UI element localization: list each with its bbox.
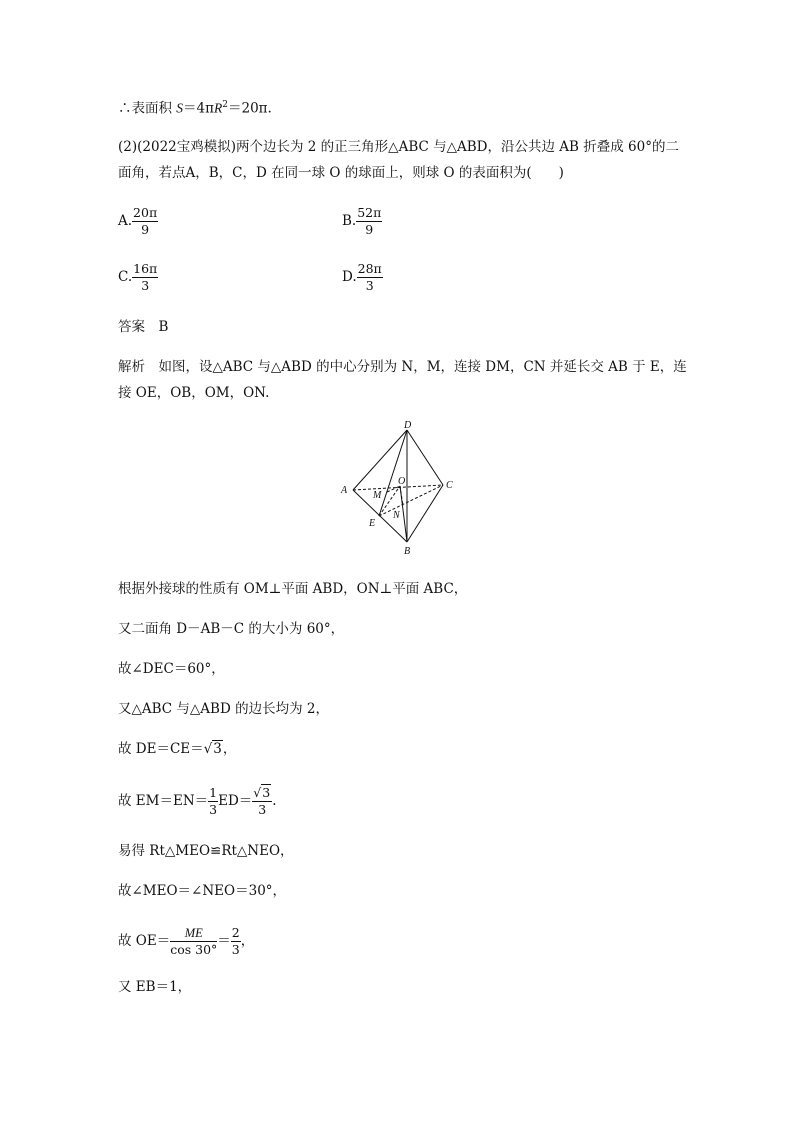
tetrahedron-figure <box>335 420 465 560</box>
option-letter: D. <box>342 269 357 285</box>
fraction <box>252 786 272 817</box>
text: ， <box>240 933 255 949</box>
step-10: 又 EB＝1， <box>118 979 192 995</box>
denominator: 9 <box>365 222 374 237</box>
numerator: √3 <box>253 785 271 800</box>
step-1: 根据外接球的性质有 OM⊥平面 ABD，ON⊥平面 ABC， <box>118 581 468 597</box>
question-line-1: (2)(2022宝鸡模拟)两个边长为 2 的正三角形△ABC 与△ABD，沿公共边 AB 折叠成 60°的二 <box>118 139 679 155</box>
numerator: 2 <box>231 925 240 940</box>
text: 故 EM＝EN＝ <box>118 793 209 809</box>
fraction <box>356 206 382 237</box>
exponent: 2 <box>222 100 228 110</box>
step-2: 又二面角 D－AB－C 的大小为 60°， <box>118 621 345 637</box>
text: 故 DE＝CE＝ <box>118 741 204 757</box>
text: . <box>272 793 277 809</box>
denominator: 3 <box>209 802 218 817</box>
step-4: 又△ABC 与△ABD 的边长均为 2， <box>118 701 329 717</box>
var-r: R <box>214 100 223 116</box>
segment-ob <box>400 486 407 542</box>
radicand: 3 <box>262 785 271 800</box>
text: ＝4π <box>183 100 215 117</box>
radicand: 3 <box>213 741 222 757</box>
step-7: 易得 Rt△MEO≌Rt△NEO， <box>118 843 294 859</box>
step-6 <box>118 786 277 817</box>
fraction <box>132 206 158 237</box>
surface-area-line <box>118 96 272 118</box>
answer-line: 答案 B <box>118 319 169 335</box>
fraction <box>132 262 158 293</box>
text: ＝ <box>217 933 231 949</box>
text: ∴表面积 <box>118 100 177 117</box>
fraction <box>357 262 383 293</box>
denominator: 3 <box>365 278 374 293</box>
edge-dc <box>407 430 443 485</box>
text: ， <box>222 741 237 757</box>
question-line-2: 面角，若点A，B，C，D 在同一球 O 的球面上，则球 O 的表面积为( ) <box>118 165 564 181</box>
option-letter: A. <box>118 213 133 229</box>
label-n: N <box>393 510 400 521</box>
option-letter: B. <box>342 213 357 229</box>
denominator: 9 <box>141 222 150 237</box>
option-d <box>342 262 383 293</box>
label-m: M <box>373 490 382 501</box>
denominator: 3 <box>231 942 240 957</box>
step-5 <box>118 740 236 758</box>
analysis-line-2: 接 OE，OB，OM，ON. <box>118 385 270 401</box>
option-a <box>118 206 158 237</box>
fraction <box>231 926 241 957</box>
denominator: cos 30° <box>170 942 218 957</box>
option-b <box>342 206 382 237</box>
option-letter: C. <box>118 269 133 285</box>
var-s: S <box>176 100 184 116</box>
label-b: B <box>404 546 411 557</box>
label-o: O <box>398 476 406 487</box>
step-9 <box>118 926 254 957</box>
numerator: 16π <box>133 261 158 276</box>
text: ED＝ <box>218 793 253 809</box>
step-3: 故∠DEC＝60°， <box>118 661 225 677</box>
label-c: C <box>446 480 453 491</box>
numerator: 28π <box>357 261 382 276</box>
square-root: √3 <box>203 741 222 757</box>
label-a: A <box>341 485 348 496</box>
numerator: 52π <box>357 205 382 220</box>
analysis-line-1: 解析 如图，设△ABC 与△ABD 的中心分别为 N，M，连接 DM，CN 并延长交 AB 于 E，连 <box>118 359 687 375</box>
text: 故 OE＝ <box>118 933 171 949</box>
text: ＝20π. <box>228 100 272 117</box>
numerator: 1 <box>209 785 218 800</box>
step-8: 故∠MEO＝∠NEO＝30°， <box>118 883 287 899</box>
fraction <box>208 786 218 817</box>
option-c <box>118 262 158 293</box>
numerator: 20π <box>133 205 158 220</box>
denominator: 3 <box>258 802 267 817</box>
fraction <box>170 926 217 957</box>
denominator: 3 <box>141 278 150 293</box>
numerator: ME <box>170 926 217 942</box>
label-d: D <box>404 420 412 431</box>
label-e: E <box>369 518 376 529</box>
